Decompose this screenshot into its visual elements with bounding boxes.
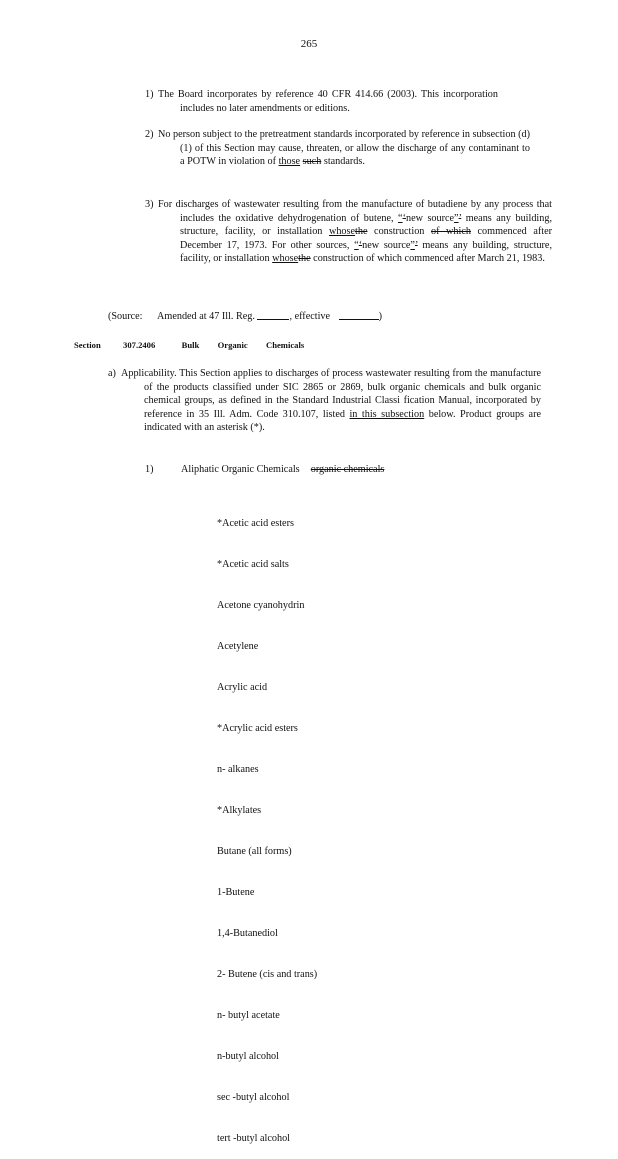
sub3-seg-17: means any building, structure, facility, or installation xyxy=(180,239,553,265)
chemical-item: *Acetic acid salts xyxy=(217,559,289,571)
chemical-item: sec -butyl alcohol xyxy=(217,1091,290,1103)
sub3-seg-5: ’ xyxy=(458,212,462,224)
subsection-1-text xyxy=(158,88,498,115)
sub2-seg-0: No person subject to the pretreatment standards incorporated by reference in subsection (d)(1) of this Section may cause, threaten, or allow the discharge of any contaminant to a POTW in violation of xyxy=(158,129,530,168)
section-title-3: Chemicals xyxy=(265,340,305,350)
appl-seg-0: Applicability. This Section applies to discharges of process wastewater resulting from the manufacture of the products classified under SIC 2865 or 2869, bulk organic chemicals and bulk organic chemical groups, as defined in the Standard Industrial Classi fication Manual, incorporated by reference in 35 Ill. Adm. Code 310.107, listed xyxy=(121,368,541,420)
applicability-number: a) xyxy=(108,368,116,379)
subsection-1-seg: The Board incorporates by reference 40 CFR 414.66 (2003). This incorporation includes no later amendments or editions. xyxy=(158,89,498,114)
sub3-seg-11: commenced after December 17, 1973. For other sources, xyxy=(180,226,552,251)
sub3-seg-13: ‘ xyxy=(358,239,363,251)
chemical-item: Acetone cyanohydrin xyxy=(217,600,305,612)
chemicals-list xyxy=(217,490,317,1159)
sub3-seg-8: the xyxy=(355,226,368,238)
list-heading-struck: organic chemicals xyxy=(310,464,385,475)
sub3-seg-1: “ xyxy=(398,212,403,224)
section-title-1: Bulk xyxy=(181,340,200,350)
source-close: ) xyxy=(378,311,382,322)
source-note xyxy=(108,310,382,324)
appl-seg-2: below. Product groups are indicated with an asterisk (*). xyxy=(144,408,541,434)
sub3-seg-20: construction of which commenced after March 21, 1983. xyxy=(310,253,545,265)
section-title-2: Organic xyxy=(217,340,248,350)
sub3-seg-19: the xyxy=(298,253,311,265)
sub3-seg-6: means any building, structure, facility, or installation xyxy=(180,212,552,238)
sub2-seg-4: standards. xyxy=(321,156,365,168)
sub3-seg-18: whose xyxy=(272,253,299,265)
list-heading xyxy=(181,463,384,477)
sub3-seg-4: ” xyxy=(454,212,459,224)
sub3-seg-2: ‘ xyxy=(402,212,406,224)
chemical-item: tert -butyl alcohol xyxy=(217,1132,290,1144)
section-heading xyxy=(74,339,304,353)
applicability-text xyxy=(121,367,541,435)
sub3-seg-7: whose xyxy=(328,226,356,238)
subsection-3-number: 3) xyxy=(145,199,154,210)
sub2-seg-3: such xyxy=(302,156,322,168)
sub3-seg-9: construction xyxy=(367,226,431,238)
chemical-item: 1-Butene xyxy=(217,887,255,899)
section-number: 307.2406 xyxy=(123,340,156,350)
sub3-seg-14: new source xyxy=(362,239,411,251)
blank-line-2 xyxy=(339,319,379,320)
sub2-seg-1: those xyxy=(278,156,301,168)
list-heading-number: 1) xyxy=(145,464,154,475)
subsection-3-text xyxy=(158,198,552,266)
sub3-seg-16: ’ xyxy=(414,239,418,251)
list-heading-label: Aliphatic Organic Chemicals xyxy=(181,464,300,475)
chemical-item: *Acetic acid esters xyxy=(217,518,294,530)
sub3-seg-15: ” xyxy=(410,239,415,251)
source-prefix: (Source: xyxy=(108,311,143,322)
source-effective: , effective xyxy=(289,311,331,322)
subsection-2-number: 2) xyxy=(145,129,154,140)
sub3-seg-0: For discharges of wastewater resulting from the manufacture of butadiene by any process that includes the oxidative dehydrogenation of butene, xyxy=(158,199,552,224)
chemical-item: Acrylic acid xyxy=(217,682,268,694)
section-label: Section xyxy=(74,340,101,350)
blank-line-1 xyxy=(257,319,289,320)
chemical-item: *Acrylic acid esters xyxy=(217,723,298,735)
chemical-item: 1,4-Butanediol xyxy=(217,928,278,940)
sub3-seg-3: new source xyxy=(405,212,455,224)
chemical-item: Butane (all forms) xyxy=(217,846,292,858)
chemical-item: Acetylene xyxy=(217,641,259,653)
chemical-item: n- butyl acetate xyxy=(217,1010,280,1021)
chemical-item: 2- Butene (cis and trans) xyxy=(217,969,318,981)
page-number: 265 xyxy=(300,38,318,50)
appl-seg-1: in this subsection xyxy=(349,408,425,420)
chemical-item: *Alkylates xyxy=(217,805,262,817)
subsection-1-number: 1) xyxy=(145,89,154,100)
chemical-item: n- alkanes xyxy=(217,764,259,776)
subsection-2-text xyxy=(158,128,530,169)
sub3-seg-12: “ xyxy=(354,239,359,251)
chemical-item: n-butyl alcohol xyxy=(217,1050,279,1062)
sub3-seg-10: of which xyxy=(430,226,471,238)
source-middle: Amended at 47 Ill. Reg. xyxy=(157,311,255,322)
